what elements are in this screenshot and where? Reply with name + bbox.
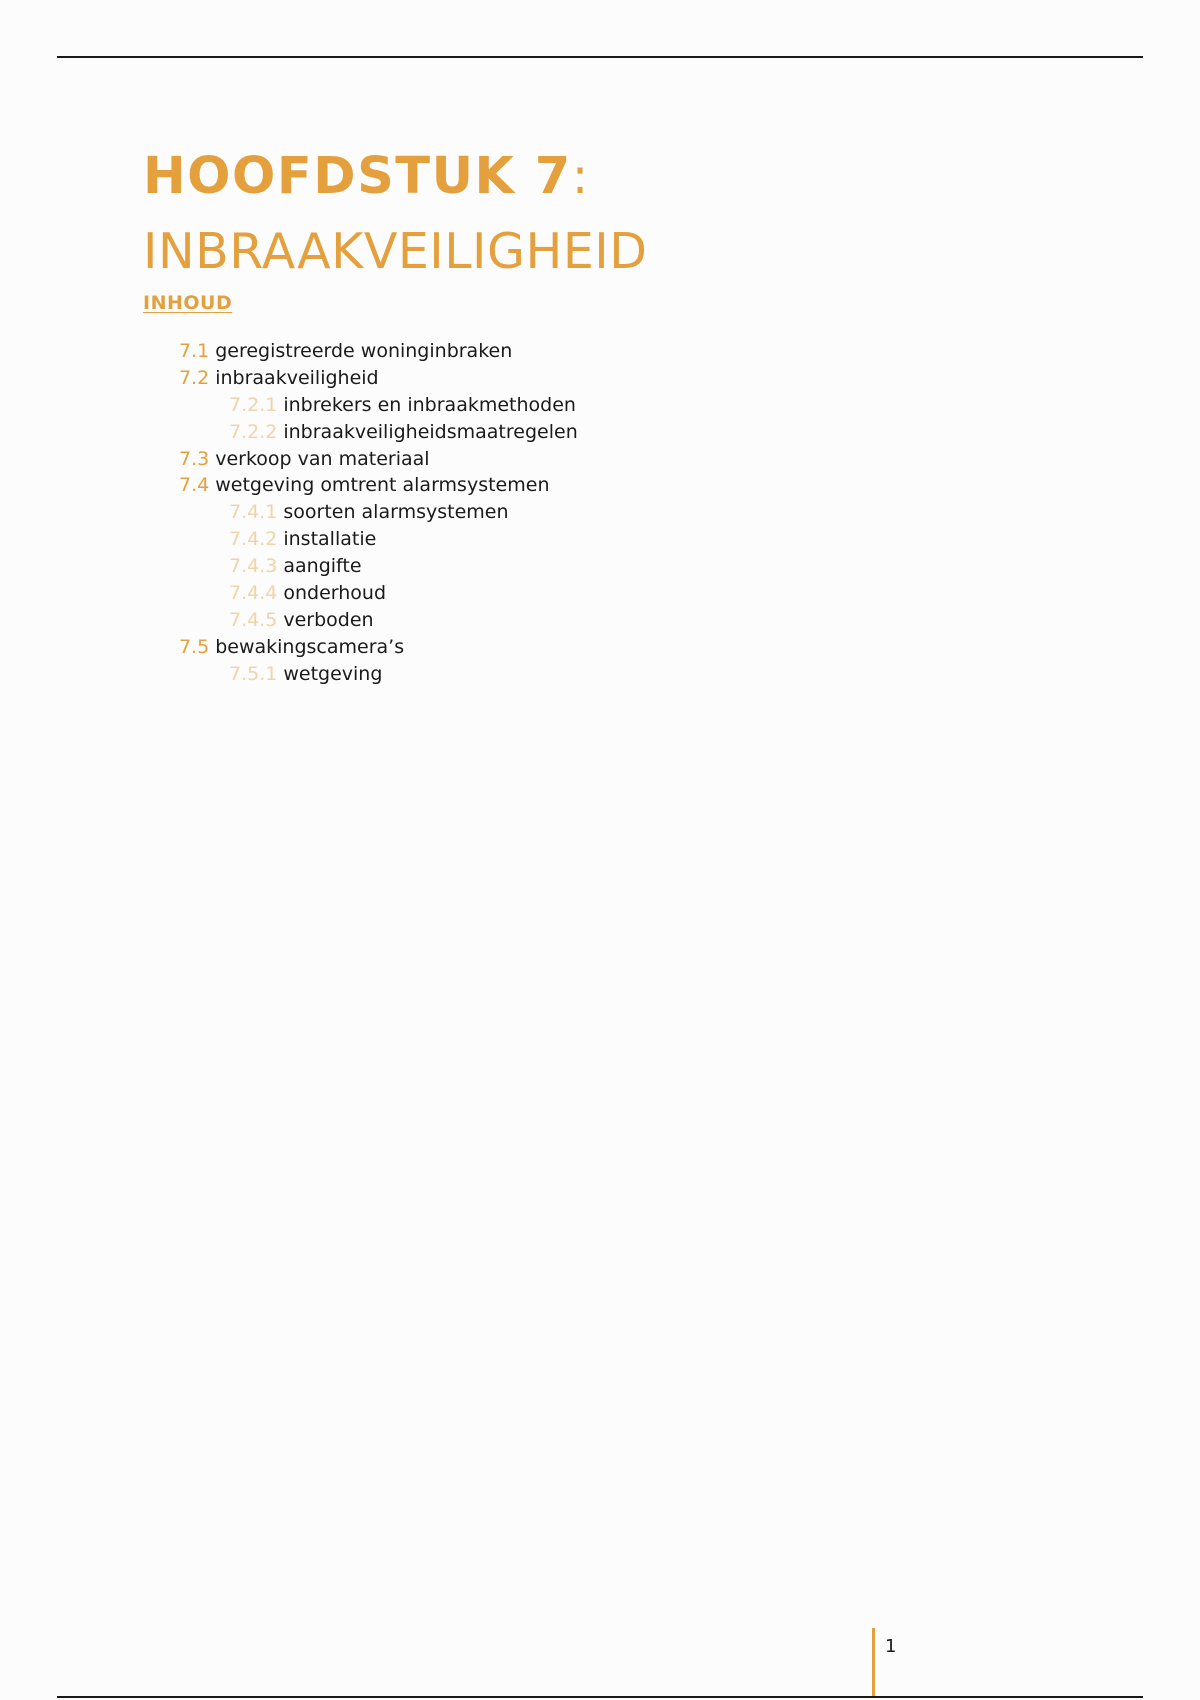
- toc-subentry[interactable]: [0, 526, 578, 553]
- toc-entry[interactable]: [0, 365, 578, 392]
- chapter-title-number: HOOFDSTUK 7: [143, 147, 572, 206]
- toc-subentry[interactable]: [0, 580, 578, 607]
- toc-entry-text: verboden: [283, 608, 374, 631]
- toc-entry-number: 7.4: [179, 474, 210, 497]
- toc-subentry[interactable]: [0, 419, 578, 446]
- toc-entry-text: soorten alarmsystemen: [283, 501, 509, 524]
- footer-accent-bar: [872, 1628, 875, 1698]
- toc-entry-number: 7.5.1: [229, 662, 278, 685]
- toc-subentry[interactable]: [0, 661, 578, 688]
- toc-entry-text: aangifte: [283, 555, 362, 578]
- toc-entry-number: 7.4.2: [229, 528, 278, 551]
- chapter-title-subject: INBRAAKVEILIGHEID: [143, 223, 648, 280]
- toc-entry-text: installatie: [283, 528, 377, 551]
- toc-heading: INHOUD: [143, 292, 233, 314]
- toc-entry-text: wetgeving omtrent alarmsystemen: [215, 474, 550, 497]
- toc-subentry[interactable]: [0, 392, 578, 419]
- toc-entry-text: onderhoud: [283, 582, 387, 605]
- toc-entry-number: 7.4.1: [229, 501, 278, 524]
- toc-entry[interactable]: [0, 446, 578, 473]
- toc-entry-text: inbraakveiligheid: [215, 366, 379, 389]
- toc-entry-number: 7.1: [179, 340, 210, 362]
- toc-entry-number: 7.4.5: [229, 608, 278, 631]
- toc-entry-text: inbraakveiligheidsmaatregelen: [283, 420, 578, 443]
- table-of-contents: [0, 338, 578, 688]
- toc-entry[interactable]: [0, 634, 578, 661]
- header-rule: [57, 56, 1143, 58]
- toc-entry-text: bewakingscamera’s: [215, 635, 405, 658]
- toc-entry-text: geregistreerde woninginbraken: [215, 340, 513, 362]
- chapter-title-colon: :: [571, 148, 589, 205]
- toc-subentry[interactable]: [0, 499, 578, 526]
- toc-entry[interactable]: [0, 472, 578, 499]
- page-number: 1: [885, 1636, 897, 1657]
- toc-entry-number: 7.4.4: [229, 582, 278, 605]
- footer-rule: [57, 1696, 1143, 1698]
- toc-entry-number: 7.2: [179, 366, 210, 389]
- toc-entry-number: 7.4.3: [229, 555, 278, 578]
- toc-entry-number: 7.3: [179, 447, 210, 470]
- toc-subentry[interactable]: [0, 553, 578, 580]
- toc-entry-number: 7.5: [179, 635, 210, 658]
- toc-subentry[interactable]: [0, 607, 578, 634]
- toc-entry-text: verkoop van materiaal: [215, 447, 430, 470]
- toc-entry-text: wetgeving: [283, 662, 383, 685]
- toc-entry[interactable]: [0, 338, 578, 365]
- chapter-title: [143, 142, 647, 287]
- toc-entry-number: 7.2.2: [229, 420, 278, 443]
- toc-entry-number: 7.2.1: [229, 393, 278, 416]
- toc-entry-text: inbrekers en inbraakmethoden: [283, 393, 576, 416]
